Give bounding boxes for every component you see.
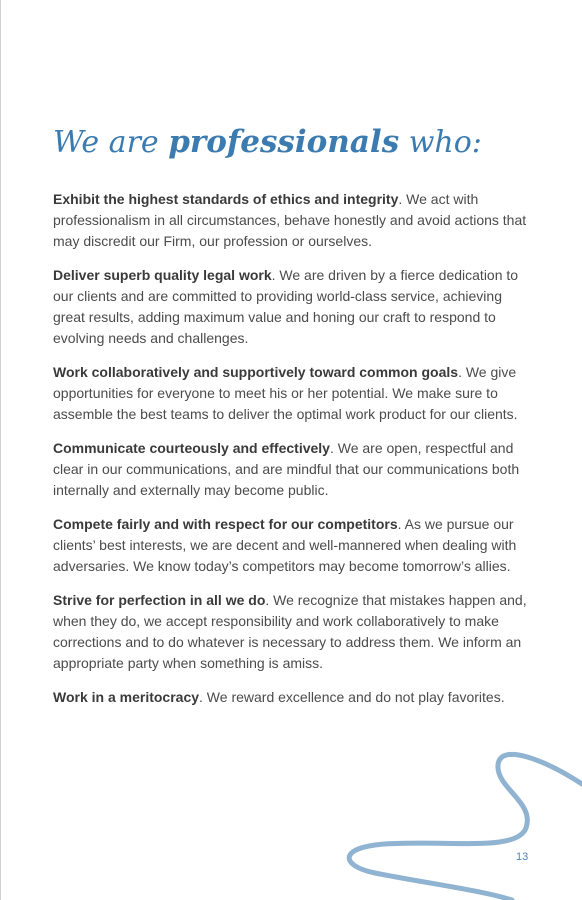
- value-paragraph-quality: [53, 265, 533, 349]
- value-text: . As we pursue our clients’ best interests, we are decent and well-mannered when dealing with adversaries. We know today’s competitors may become tomorrow’s allies.: [53, 516, 517, 574]
- value-text: . We give opportunities for everyone to meet his or her potential. We make sure to assemble the best teams to deliver the optimal work product for our clients.: [53, 364, 518, 422]
- page-heading: [53, 120, 482, 165]
- value-paragraph-collaboration: [53, 362, 533, 425]
- page-edge-rule: [0, 0, 1, 900]
- heading-prefix: We are: [53, 125, 169, 160]
- heading-emphasis: professionals: [168, 124, 400, 160]
- heading-suffix: who:: [399, 125, 482, 160]
- value-lead: Work in a meritocracy: [53, 689, 200, 705]
- page-number: 13: [516, 851, 529, 863]
- value-paragraph-competition: [53, 514, 533, 577]
- wave-ribbon-path: [349, 754, 582, 900]
- value-text: . We are open, respectful and clear in our communications, and are mindful that our communications both internally and externally may become public.: [53, 440, 520, 498]
- value-lead: Communicate courteously and effectively: [53, 440, 330, 456]
- value-text: . We recognize that mistakes happen and, when they do, we accept responsibility and work collaboratively to make corrections and to do whatever is necessary to address them. We inform an appropriate party when something is amiss.: [53, 592, 527, 671]
- value-text: . We are driven by a fierce dedication to our clients and are committed to providing world-class service, achieving great results, adding maximum value and honing our craft to respond to evolving needs and challenges.: [53, 267, 519, 346]
- values-list: [53, 189, 533, 721]
- value-text: . We act with professionalism in all circumstances, behave honestly and avoid actions that may discredit our Firm, our profession or ourselves.: [53, 191, 527, 249]
- value-lead: Strive for perfection in all we do: [53, 592, 266, 608]
- value-paragraph-meritocracy: [53, 687, 533, 708]
- value-lead: Deliver superb quality legal work: [53, 267, 272, 283]
- value-text: . We reward excellence and do not play favorites.: [199, 689, 505, 705]
- decorative-wave-ribbon: [330, 740, 582, 900]
- value-paragraph-ethics: [53, 189, 533, 252]
- value-lead: Compete fairly and with respect for our competitors: [53, 516, 398, 532]
- value-lead: Exhibit the highest standards of ethics and integrity: [53, 191, 399, 207]
- value-paragraph-perfection: [53, 590, 533, 674]
- value-lead: Work collaboratively and supportively toward common goals: [53, 364, 459, 380]
- value-paragraph-communication: [53, 438, 533, 501]
